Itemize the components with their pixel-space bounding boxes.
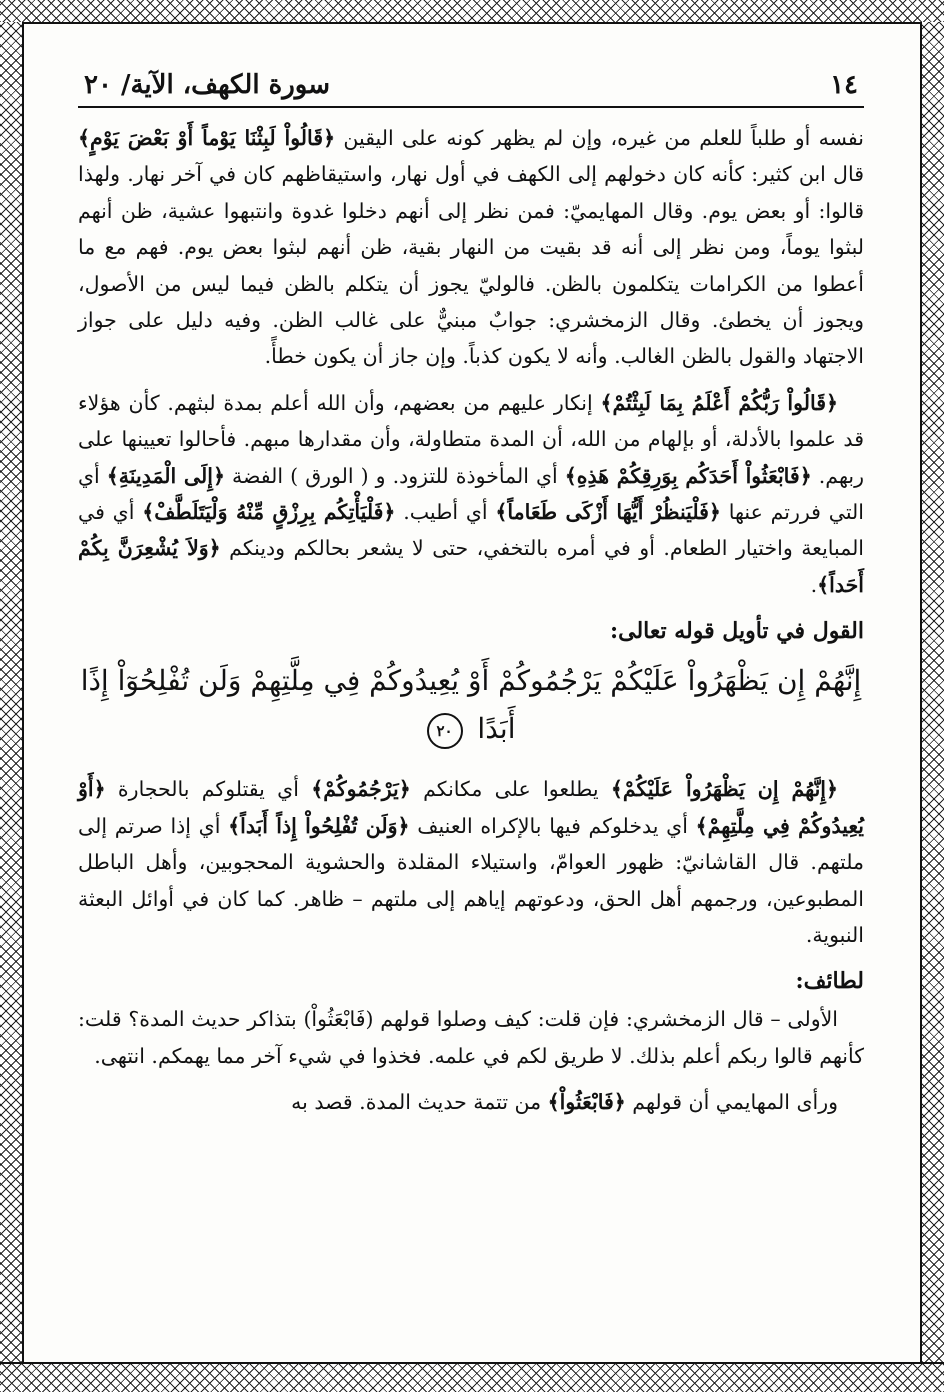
paragraph-4 [78, 1001, 864, 1074]
body-text: من تتمة حديث المدة. قصد به [291, 1090, 548, 1115]
quran-quote: ﴿قَالُواْ رَبُّكُمْ أَعْلَمُ بِمَا لَبِثْتُمْ﴾ [600, 390, 839, 415]
quran-quote: ﴿فَلْيَأْتِكُم بِرِزْقٍ مِّنْهُ وَلْيَتَلَطَّفْ﴾ [142, 500, 396, 525]
section-heading-tafsir: القول في تأويل قوله تعالى: [610, 618, 864, 645]
body-text: بتذاكر حديث المدة؟ قلت: كأنهم قالوا ربكم أعلم بذلك. لا طريق لكم في علمه. فخذوا في شيء آخر مما يهمكم. انتهى. [78, 1007, 864, 1068]
body-text: الأولى – قال الزمخشري: فإن قلت: كيف وصلوا قولهم [373, 1007, 838, 1032]
quran-verse [78, 657, 864, 753]
quran-quote: ﴿إِلَى الْمَدِينَةِ﴾ [106, 463, 225, 488]
body-text: أي أطيب. [395, 500, 496, 525]
ornamental-border-left [0, 22, 24, 1362]
paragraph-5 [78, 1084, 864, 1120]
paragraph-1 [78, 120, 864, 375]
body-text: أي في المبايعة واختيار الطعام. أو في أمره بالتخفي، حتى لا يشعر بحالكم ودينكم [78, 500, 865, 561]
ornamental-border-top [0, 0, 944, 24]
verse-line-2 [78, 705, 864, 753]
body-text: (فَابْعَثُواْ) [303, 1007, 374, 1032]
ornamental-border-bottom [0, 1362, 944, 1392]
quran-quote: ﴿أَوْ يُعِيدُوكُمْ فِي مِلَّتِهِمْ﴾ [78, 777, 864, 838]
body-text: . [810, 572, 818, 597]
body-text: أي التي فررتم عنها [78, 463, 864, 525]
quran-quote: ﴿فَابْعَثُواْ أَحَدَكُم بِوَرِقِكُمْ هَذِهِ﴾ [564, 463, 812, 488]
body-text: أي المأخوذة للتزود. و ( الورق ) الفضة [224, 463, 565, 488]
page-body [78, 70, 864, 1131]
quran-quote: ﴿يَرْجُمُوكُمْ﴾ [311, 777, 411, 802]
ornamental-border-right [920, 22, 944, 1362]
paragraph-2 [78, 385, 864, 603]
paragraph-3 [78, 771, 864, 953]
quran-quote: ﴿قَالُواْ لَبِثْنَا يَوْماً أَوْ بَعْضَ يَوْمٍ﴾ [78, 126, 336, 150]
quran-quote: ﴿وَلاَ يُشْعِرَنَّ بِكُمْ أَحَداً﴾ [78, 536, 864, 597]
section-heading-lataif: لطائف: [795, 968, 864, 995]
body-text: قال ابن كثير: كأنه كان دخولهم إلى الكهف في أول نهار، واستيقاظهم كان في آخر نهار. ولهذا قالوا: أو بعض يوم. وقال المهايميّ: فمن نظر إلى أنهم دخلوا غدوة وانتبهوا عشية، ظن أنهم لبثوا يوماً، ومن نظر إلى أنه قد بقيت من النهار بقية، ظن أنهم لبثوا بعض يوم. فهم مع ما أعطوا من الكرامات يتكلمون بالظن. فالوليّ يجوز أن يتكلم بالظن فيما ليس من الأصول، ويجوز أن يخطئ. وقال الزمخشري: جوابٌ مبنيٌّ على غالب الظن. وفيه دليل على جواز الاجتهاد والقول بالظن الغالب. وأنه لا يكون كذباً. وإن جاز أن يكون خطأً. [78, 162, 864, 369]
surah-reference: سورة الكهف، الآية/ ٢٠ [84, 70, 331, 100]
running-header [78, 70, 864, 108]
body-text: إنكار عليهم من بعضهم، وأن الله أعلم بمدة لبثهم. كأن هؤلاء قد علموا بالأدلة، أو بإلهام من الله، أن المدة متطاولة، وأن مقدارها مبهم. فأحالوا تعيينها على ربهم. [78, 390, 865, 488]
verse-line-1: إِنَّهُمْ إِن يَظْهَرُواْ عَلَيْكُمْ يَرْجُمُوكُمْ أَوْ يُعِيدُوكُمْ فِي مِلَّتِهِمْ وَلَن تُفْلِحُوٓاْ إِذًا [80, 664, 862, 698]
verse-line-2-text: أَبَدًا [477, 712, 516, 746]
body-text: ورأى المهايمي أن قولهم [625, 1090, 838, 1115]
quran-quote: ﴿فَلْيَنظُرْ أَيُّهَا أَزْكَى طَعَاماً﴾ [495, 500, 721, 525]
body-text: أي إذا صرتم إلى ملتهم. قال القاشانيّ: ظهور العوامّ، واستيلاء المقلدة والحشوية المحجوبين، وأهل الباطل المطبوعين، ورجمهم أهل الحق، ودعوتهم إياهم إلى ملتهم – ظاهر. كما كان في أوائل البعثة النبوية. [78, 813, 864, 947]
ayah-number-marker: ٢٠ [427, 713, 463, 749]
body-text: أي يدخلوكم فيها بالإكراه العنيف [409, 813, 696, 838]
body-text: أي يقتلوكم بالحجارة [105, 777, 312, 802]
quran-quote: ﴿وَلَن تُفْلِحُواْ إِذاً أَبَداً﴾ [228, 813, 410, 838]
quran-quote: ﴿إِنَّهُمْ إِن يَظْهَرُواْ عَلَيْكُمْ﴾ [610, 777, 838, 802]
body-text: نفسه أو طلباً للعلم من غيره، وإن لم يظهر كونه على اليقين [335, 126, 864, 150]
page-number: ١٤ [830, 70, 858, 100]
body-text: يطلعوا على مكانكم [410, 777, 611, 802]
quran-quote: ﴿فَابْعَثُواْ﴾ [547, 1090, 626, 1115]
